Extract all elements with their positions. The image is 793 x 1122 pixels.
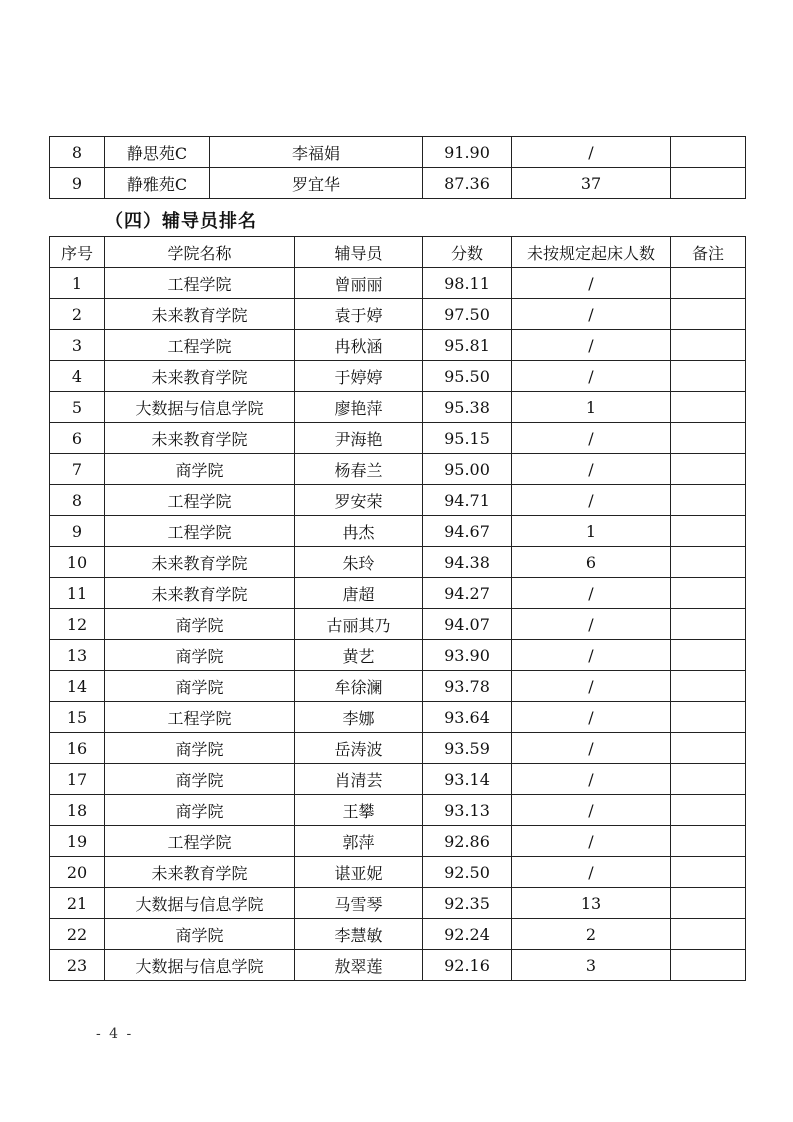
table-row [50, 516, 746, 547]
cell-college: 大数据与信息学院 [105, 392, 295, 423]
cell-no: 22 [50, 919, 105, 950]
cell-note [671, 857, 746, 888]
cell-no: 19 [50, 826, 105, 857]
table-row [50, 168, 746, 199]
cell-note [671, 950, 746, 981]
cell-count: / [512, 361, 671, 392]
cell-counselor: 岳涛波 [295, 733, 423, 764]
cell-no: 14 [50, 671, 105, 702]
cell-college: 工程学院 [105, 702, 295, 733]
cell-count: 2 [512, 919, 671, 950]
cell-counselor: 朱玲 [295, 547, 423, 578]
cell-count: / [512, 671, 671, 702]
header-counselor: 辅导员 [295, 237, 423, 268]
cell-count: / [512, 764, 671, 795]
table-row [50, 137, 746, 168]
cell-college: 商学院 [105, 795, 295, 826]
cell-no: 15 [50, 702, 105, 733]
table-header-row [50, 237, 746, 268]
cell-note [671, 330, 746, 361]
cell-no: 9 [50, 168, 105, 199]
table-row [50, 330, 746, 361]
cell-count: 1 [512, 516, 671, 547]
cell-score: 94.67 [423, 516, 512, 547]
table-row [50, 392, 746, 423]
cell-person: 李福娟 [210, 137, 423, 168]
cell-count: / [512, 640, 671, 671]
cell-count: / [512, 702, 671, 733]
dorm-table-body [50, 137, 746, 199]
cell-college: 商学院 [105, 733, 295, 764]
cell-counselor: 李娜 [295, 702, 423, 733]
cell-college: 工程学院 [105, 516, 295, 547]
cell-counselor: 肖清芸 [295, 764, 423, 795]
cell-score: 95.38 [423, 392, 512, 423]
cell-no: 1 [50, 268, 105, 299]
cell-college: 商学院 [105, 640, 295, 671]
section-heading: （四）辅导员排名 [105, 211, 257, 232]
cell-score: 95.15 [423, 423, 512, 454]
cell-counselor: 王攀 [295, 795, 423, 826]
cell-count: 13 [512, 888, 671, 919]
cell-count: / [512, 578, 671, 609]
cell-note [671, 547, 746, 578]
cell-score: 93.90 [423, 640, 512, 671]
table-row [50, 702, 746, 733]
header-note: 备注 [671, 237, 746, 268]
cell-college: 未来教育学院 [105, 361, 295, 392]
header-count: 未按规定起床人数 [512, 237, 671, 268]
cell-college: 商学院 [105, 919, 295, 950]
cell-college: 商学院 [105, 609, 295, 640]
cell-note [671, 392, 746, 423]
cell-counselor: 马雪琴 [295, 888, 423, 919]
cell-note [671, 609, 746, 640]
cell-note [671, 671, 746, 702]
cell-college: 未来教育学院 [105, 299, 295, 330]
header-college: 学院名称 [105, 237, 295, 268]
cell-no: 7 [50, 454, 105, 485]
cell-no: 21 [50, 888, 105, 919]
table-row [50, 795, 746, 826]
table-row [50, 733, 746, 764]
cell-count: / [512, 454, 671, 485]
cell-count: / [512, 330, 671, 361]
cell-no: 13 [50, 640, 105, 671]
cell-college: 工程学院 [105, 268, 295, 299]
counselor-ranking-table [49, 236, 746, 981]
cell-note [671, 516, 746, 547]
table-row [50, 299, 746, 330]
cell-score: 92.35 [423, 888, 512, 919]
cell-no: 3 [50, 330, 105, 361]
table-row [50, 671, 746, 702]
cell-note [671, 795, 746, 826]
cell-count: / [512, 423, 671, 454]
cell-counselor: 黄艺 [295, 640, 423, 671]
cell-counselor: 牟徐澜 [295, 671, 423, 702]
table-row [50, 454, 746, 485]
cell-note [671, 168, 746, 199]
cell-name: 静思苑C [105, 137, 210, 168]
cell-score: 97.50 [423, 299, 512, 330]
cell-no: 4 [50, 361, 105, 392]
table-row [50, 547, 746, 578]
table-row [50, 919, 746, 950]
cell-count: 6 [512, 547, 671, 578]
cell-no: 11 [50, 578, 105, 609]
cell-counselor: 尹海艳 [295, 423, 423, 454]
page-number: - 4 - [96, 1026, 134, 1042]
table-row [50, 609, 746, 640]
header-score: 分数 [423, 237, 512, 268]
cell-score: 94.27 [423, 578, 512, 609]
cell-count: / [512, 485, 671, 516]
cell-counselor: 冉秋涵 [295, 330, 423, 361]
table-row [50, 888, 746, 919]
cell-count: 1 [512, 392, 671, 423]
cell-name: 静雅苑C [105, 168, 210, 199]
header-no: 序号 [50, 237, 105, 268]
cell-counselor: 杨春兰 [295, 454, 423, 485]
table-row [50, 640, 746, 671]
cell-college: 未来教育学院 [105, 547, 295, 578]
dorm-ranking-table-continued [49, 136, 746, 199]
cell-counselor: 冉杰 [295, 516, 423, 547]
cell-score: 95.50 [423, 361, 512, 392]
cell-no: 12 [50, 609, 105, 640]
cell-count: 3 [512, 950, 671, 981]
cell-college: 商学院 [105, 671, 295, 702]
cell-score: 92.86 [423, 826, 512, 857]
cell-no: 16 [50, 733, 105, 764]
cell-count: / [512, 826, 671, 857]
table-row [50, 826, 746, 857]
cell-score: 95.00 [423, 454, 512, 485]
cell-no: 10 [50, 547, 105, 578]
cell-note [671, 733, 746, 764]
cell-score: 94.07 [423, 609, 512, 640]
cell-note [671, 919, 746, 950]
cell-no: 2 [50, 299, 105, 330]
cell-college: 未来教育学院 [105, 578, 295, 609]
cell-college: 工程学院 [105, 330, 295, 361]
cell-score: 98.11 [423, 268, 512, 299]
cell-counselor: 唐超 [295, 578, 423, 609]
counselor-table-body [50, 268, 746, 981]
table-row [50, 361, 746, 392]
cell-count: / [512, 609, 671, 640]
cell-score: 91.90 [423, 137, 512, 168]
cell-note [671, 137, 746, 168]
cell-count: / [512, 299, 671, 330]
table-row [50, 578, 746, 609]
cell-college: 商学院 [105, 454, 295, 485]
table-row [50, 268, 746, 299]
cell-score: 92.24 [423, 919, 512, 950]
cell-counselor: 罗安荣 [295, 485, 423, 516]
cell-counselor: 谌亚妮 [295, 857, 423, 888]
cell-count: / [512, 795, 671, 826]
cell-college: 大数据与信息学院 [105, 950, 295, 981]
table-row [50, 485, 746, 516]
cell-note [671, 826, 746, 857]
cell-score: 87.36 [423, 168, 512, 199]
cell-college: 工程学院 [105, 826, 295, 857]
cell-counselor: 郭萍 [295, 826, 423, 857]
cell-college: 未来教育学院 [105, 857, 295, 888]
cell-score: 93.13 [423, 795, 512, 826]
table-row [50, 423, 746, 454]
cell-score: 94.38 [423, 547, 512, 578]
cell-college: 工程学院 [105, 485, 295, 516]
cell-counselor: 于婷婷 [295, 361, 423, 392]
cell-no: 17 [50, 764, 105, 795]
cell-count: / [512, 268, 671, 299]
cell-college: 商学院 [105, 764, 295, 795]
cell-score: 93.59 [423, 733, 512, 764]
cell-counselor: 敖翠莲 [295, 950, 423, 981]
cell-note [671, 764, 746, 795]
cell-note [671, 485, 746, 516]
cell-counselor: 曾丽丽 [295, 268, 423, 299]
cell-note [671, 702, 746, 733]
cell-score: 93.78 [423, 671, 512, 702]
cell-no: 23 [50, 950, 105, 981]
cell-no: 6 [50, 423, 105, 454]
cell-count: / [512, 857, 671, 888]
cell-score: 95.81 [423, 330, 512, 361]
cell-college: 未来教育学院 [105, 423, 295, 454]
cell-score: 92.16 [423, 950, 512, 981]
table-row [50, 857, 746, 888]
cell-person: 罗宜华 [210, 168, 423, 199]
cell-note [671, 299, 746, 330]
cell-no: 5 [50, 392, 105, 423]
cell-counselor: 袁于婷 [295, 299, 423, 330]
cell-note [671, 578, 746, 609]
cell-no: 8 [50, 137, 105, 168]
cell-count: / [512, 733, 671, 764]
cell-no: 20 [50, 857, 105, 888]
cell-counselor: 古丽其乃 [295, 609, 423, 640]
cell-no: 9 [50, 516, 105, 547]
cell-score: 92.50 [423, 857, 512, 888]
cell-note [671, 268, 746, 299]
cell-note [671, 888, 746, 919]
cell-note [671, 640, 746, 671]
cell-counselor: 廖艳萍 [295, 392, 423, 423]
cell-note [671, 454, 746, 485]
cell-note [671, 361, 746, 392]
cell-no: 8 [50, 485, 105, 516]
cell-score: 93.14 [423, 764, 512, 795]
table-row [50, 950, 746, 981]
table-row [50, 764, 746, 795]
cell-score: 94.71 [423, 485, 512, 516]
cell-no: 18 [50, 795, 105, 826]
cell-count: 37 [512, 168, 671, 199]
cell-score: 93.64 [423, 702, 512, 733]
cell-college: 大数据与信息学院 [105, 888, 295, 919]
cell-count: / [512, 137, 671, 168]
cell-counselor: 李慧敏 [295, 919, 423, 950]
cell-note [671, 423, 746, 454]
